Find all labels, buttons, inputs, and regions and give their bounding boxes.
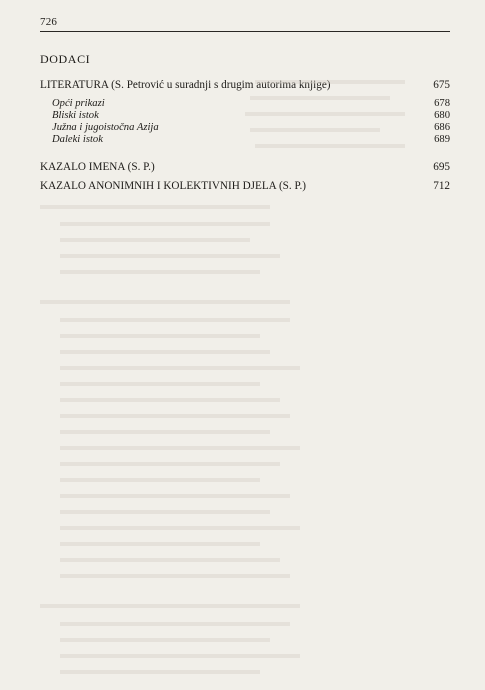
- toc-entry-page: 712: [433, 180, 450, 192]
- toc-entry-label: LITERATURA (S. Petrović u suradnji s drugim autorima knjige): [40, 79, 331, 91]
- toc-entry-page: 686: [434, 122, 450, 133]
- toc-entry-label: KAZALO IMENA (S. P.): [40, 161, 155, 173]
- toc-entry-page: 675: [433, 79, 450, 91]
- toc-entry-label: Bliski istok: [52, 110, 99, 121]
- toc-entry-page: 689: [434, 134, 450, 145]
- toc-entry-label: KAZALO ANONIMNIH I KOLEKTIVNIH DJELA (S. P.): [40, 180, 306, 192]
- toc-entry-label: Južna i jugoistočna Azija: [52, 122, 159, 133]
- toc-entry-label: Daleki istok: [52, 134, 103, 145]
- toc-entry-page: 678: [434, 98, 450, 109]
- page-number: 726: [40, 16, 58, 28]
- section-title: DODACI: [40, 52, 91, 66]
- toc-entry-page: 695: [433, 161, 450, 173]
- toc-entry-label: Opći prikazi: [52, 98, 105, 109]
- toc-entry-page: 680: [434, 110, 450, 121]
